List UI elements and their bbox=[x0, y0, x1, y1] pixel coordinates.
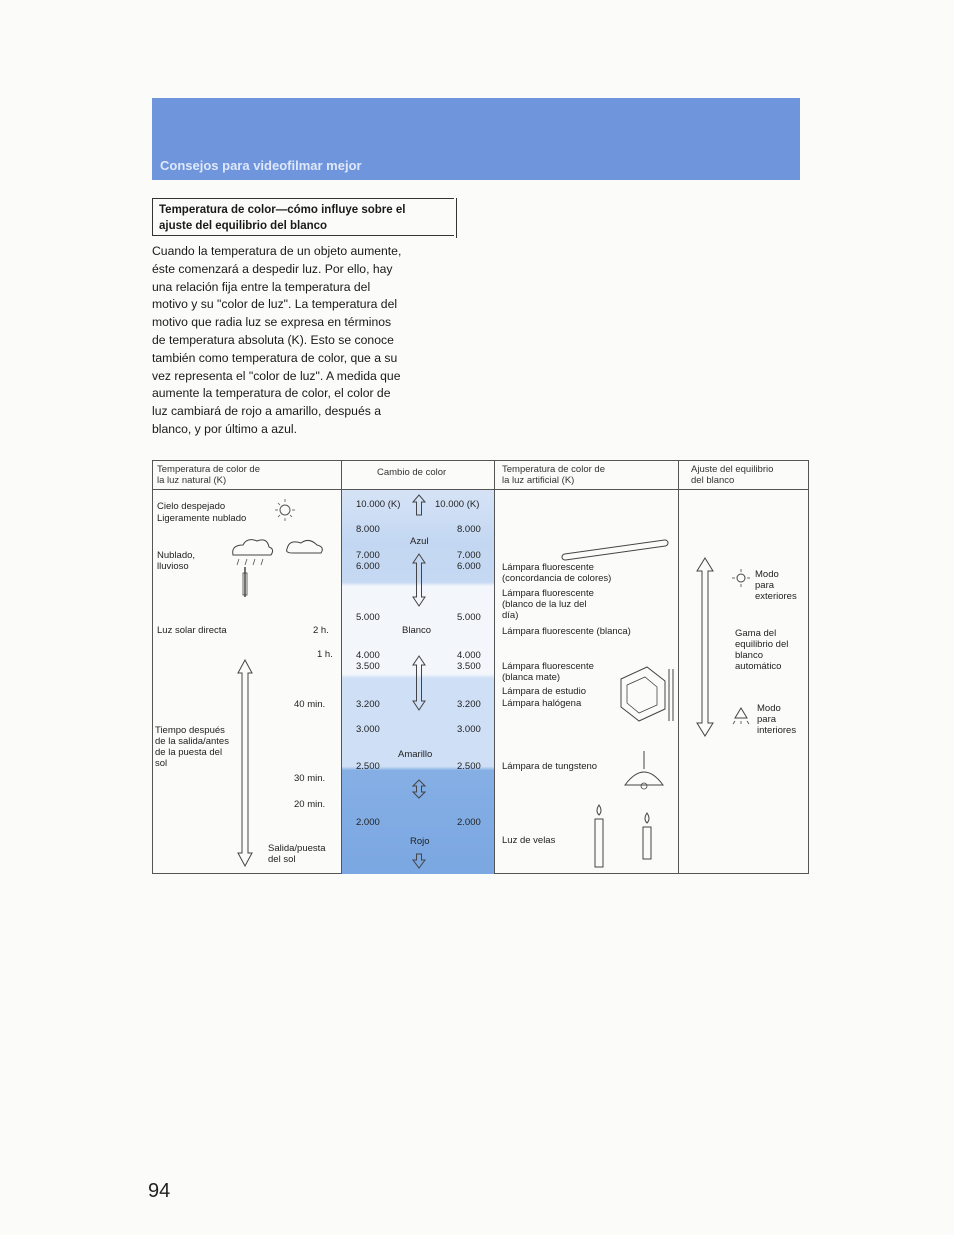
intro-line: de temperatura absoluta (K). Esto se conoce bbox=[152, 332, 394, 347]
k-4000-right: 4.000 bbox=[457, 650, 481, 661]
k-2500-left: 2.500 bbox=[356, 761, 380, 772]
arrow-down-icon bbox=[412, 853, 426, 869]
label-blanco: Blanco bbox=[402, 625, 432, 636]
col-divider bbox=[341, 461, 342, 873]
double-arrow-icon bbox=[696, 557, 714, 737]
candles-icon bbox=[589, 801, 659, 869]
time-20min: 20 min. bbox=[294, 799, 326, 810]
label-auto-line: blanco bbox=[735, 650, 763, 661]
header-wb-line: Ajuste del equilibrio bbox=[691, 464, 774, 475]
label-sunrise-line: del sol bbox=[268, 854, 296, 865]
time-2h: 2 h. bbox=[313, 625, 329, 636]
label-studio-lamp: Lámpara de estudio bbox=[502, 686, 586, 697]
k-10000-right: 10.000 (K) bbox=[435, 499, 480, 510]
label-indoor-line: interiores bbox=[757, 725, 797, 736]
k-8000-right: 8.000 bbox=[457, 524, 481, 535]
label-candle: Luz de velas bbox=[502, 835, 556, 846]
intro-line: también como temperatura de color, que a su bbox=[152, 350, 398, 365]
arrow-up-icon bbox=[412, 494, 426, 516]
hanging-lamp-icon bbox=[621, 751, 667, 791]
section-title-rule bbox=[456, 198, 457, 238]
section-title-line2: ajuste del equilibrio del blanco bbox=[159, 220, 328, 232]
label-indoor-mode bbox=[757, 703, 796, 736]
intro-line: motivo y su "color de luz". La temperatura del bbox=[152, 297, 398, 312]
label-halogen-lamp: Lámpara halógena bbox=[502, 698, 582, 709]
label-sunrise bbox=[268, 843, 326, 865]
header-change: Cambio de color bbox=[377, 467, 447, 478]
label-fluorescent-1 bbox=[502, 562, 611, 584]
double-arrow-icon bbox=[412, 779, 426, 799]
header-natural-line: Temperatura de color de bbox=[157, 464, 260, 475]
label-time-after bbox=[155, 725, 229, 769]
header-band bbox=[152, 98, 800, 180]
label-auto-line: Gama del bbox=[735, 628, 777, 639]
label-direct-sun: Luz solar directa bbox=[157, 625, 227, 636]
k-3500-right: 3.500 bbox=[457, 661, 481, 672]
intro-line: vez representa el "color de luz". A medida que bbox=[152, 368, 401, 383]
k-3000-left: 3.000 bbox=[356, 724, 380, 735]
k-3000-right: 3.000 bbox=[457, 724, 481, 735]
label-fluorescent-line: Lámpara fluorescente bbox=[502, 588, 594, 599]
label-fluorescent-line: día) bbox=[502, 610, 519, 621]
header-artificial-line: la luz artificial (K) bbox=[502, 475, 575, 486]
k-6000-right: 6.000 bbox=[457, 561, 481, 572]
section-title-line1: Temperatura de color—cómo influye sobre el bbox=[159, 204, 406, 216]
k-2000-left: 2.000 bbox=[356, 817, 380, 828]
k-5000-right: 5.000 bbox=[457, 612, 481, 623]
time-40min: 40 min. bbox=[294, 699, 326, 710]
k-3200-right: 3.200 bbox=[457, 699, 481, 710]
header-artificial bbox=[502, 464, 605, 486]
header-natural bbox=[157, 464, 260, 486]
k-3500-left: 3.500 bbox=[356, 661, 380, 672]
label-auto-line: equilibrio del bbox=[735, 639, 789, 650]
label-time-after-line: de la puesta del bbox=[155, 747, 223, 758]
studio-lamp-icon bbox=[613, 661, 677, 725]
label-auto-range bbox=[735, 628, 788, 672]
fluorescent-tube-icon bbox=[561, 539, 673, 563]
label-fluorescent-line: (blanco de la luz del bbox=[502, 599, 587, 610]
header-natural-line: la luz natural (K) bbox=[157, 475, 227, 486]
label-cloudy-line: lluvioso bbox=[157, 561, 189, 572]
label-fluorescent-line: Lámpara fluorescente bbox=[502, 661, 594, 672]
intro-line: Cuando la temperatura de un objeto aumente, bbox=[152, 244, 402, 258]
label-clear-sky: Cielo despejado bbox=[157, 501, 226, 512]
header-artificial-line: Temperatura de color de bbox=[502, 464, 605, 475]
label-time-after-line: de la salida/antes bbox=[155, 736, 229, 747]
label-fluorescent-line: Lámpara fluorescente bbox=[502, 562, 594, 573]
label-cloudy bbox=[157, 550, 195, 572]
label-indoor-line: para bbox=[757, 714, 777, 725]
double-arrow-icon bbox=[412, 553, 426, 607]
k-7000-left: 7.000 bbox=[356, 550, 380, 561]
sun-icon bbox=[731, 568, 751, 588]
label-fluorescent-line: (concordancia de colores) bbox=[502, 573, 612, 584]
k-2500-right: 2.500 bbox=[457, 761, 481, 772]
label-tungsten-lamp: Lámpara de tungsteno bbox=[502, 761, 598, 772]
label-outdoor-line: Modo bbox=[755, 569, 779, 580]
color-temperature-table bbox=[152, 460, 809, 874]
header-title: Consejos para videofilmar mejor bbox=[160, 158, 362, 173]
k-10000-left: 10.000 (K) bbox=[356, 499, 401, 510]
k-7000-right: 7.000 bbox=[457, 550, 481, 561]
label-sunrise-line: Salida/puesta bbox=[268, 843, 326, 854]
lightbulb-icon bbox=[731, 705, 751, 725]
label-fluorescent-3: Lámpara fluorescente (blanca) bbox=[502, 626, 631, 637]
intro-paragraph bbox=[152, 243, 462, 439]
label-outdoor-line: exteriores bbox=[755, 591, 797, 602]
intro-line: motivo que radia luz se expresa en términos bbox=[152, 315, 392, 330]
label-rojo: Rojo bbox=[410, 836, 430, 847]
time-1h: 1 h. bbox=[317, 649, 333, 660]
intro-line: luz cambiará de rojo a amarillo, después a bbox=[152, 404, 381, 419]
label-indoor-line: Modo bbox=[757, 703, 781, 714]
intro-line: una relación fija entre la temperatura del bbox=[152, 279, 371, 294]
k-4000-left: 4.000 bbox=[356, 650, 380, 661]
label-fluorescent-2 bbox=[502, 588, 594, 621]
label-outdoor-line: para bbox=[755, 580, 775, 591]
label-cloudy-line: Nublado, bbox=[157, 550, 196, 561]
label-amarillo: Amarillo bbox=[398, 749, 433, 760]
k-8000-left: 8.000 bbox=[356, 524, 380, 535]
header-white-balance bbox=[691, 464, 773, 486]
header-divider bbox=[153, 489, 808, 490]
time-30min: 30 min. bbox=[294, 773, 326, 784]
k-5000-left: 5.000 bbox=[356, 612, 380, 623]
label-outdoor-mode bbox=[755, 569, 797, 602]
col-divider bbox=[678, 461, 679, 873]
label-fluorescent-line: (blanca mate) bbox=[502, 672, 561, 683]
k-2000-right: 2.000 bbox=[457, 817, 481, 828]
intro-line: éste comenzará a despedir luz. Por ello, hay bbox=[152, 261, 393, 276]
label-fluorescent-4 bbox=[502, 661, 594, 683]
label-time-after-line: sol bbox=[155, 758, 168, 769]
header-wb-line: del blanco bbox=[691, 475, 735, 486]
double-arrow-icon bbox=[412, 655, 426, 711]
section-title bbox=[152, 198, 454, 236]
label-time-after-line: Tiempo después bbox=[155, 725, 225, 736]
intro-line: blanco, y por último a azul. bbox=[152, 421, 297, 436]
col-divider bbox=[494, 461, 495, 873]
double-arrow-icon bbox=[237, 659, 253, 867]
label-azul: Azul bbox=[410, 536, 429, 547]
k-6000-left: 6.000 bbox=[356, 561, 380, 572]
k-3200-left: 3.200 bbox=[356, 699, 380, 710]
label-auto-line: automático bbox=[735, 661, 782, 672]
page-number: 94 bbox=[148, 1180, 171, 1202]
rain-cloud-icon bbox=[225, 533, 335, 603]
intro-line: aumente la temperatura de color, el color de bbox=[152, 386, 391, 401]
sun-cloud-icon bbox=[273, 497, 301, 525]
label-light-cloud: Ligeramente nublado bbox=[157, 513, 247, 524]
